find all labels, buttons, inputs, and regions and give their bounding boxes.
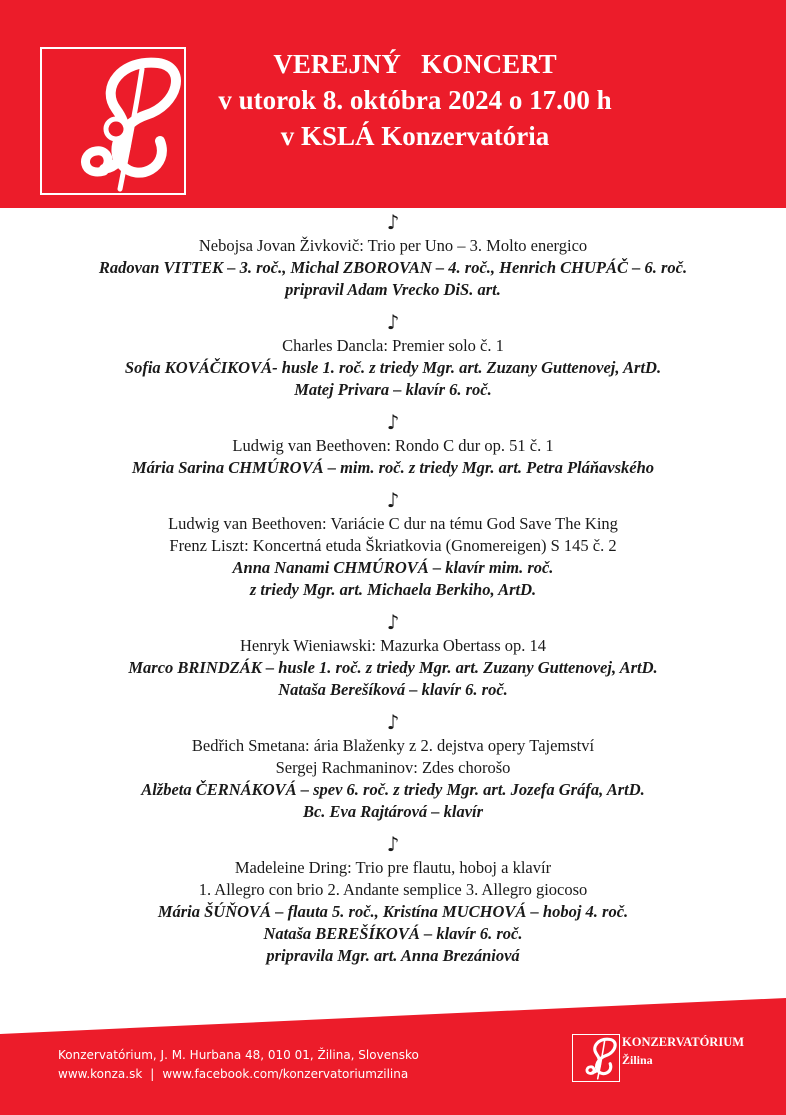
- performer-line: Matej Privara – klavír 6. roč.: [294, 380, 492, 399]
- piece-title: Madeleine Dring: Trio pre flautu, hoboj a klavír: [234, 858, 552, 877]
- performer-line: Radovan VITTEK – 3. roč., Michal ZBOROVAN – 4. roč., Henrich CHUPÁČ – 6. roč.: [98, 258, 688, 277]
- music-note-icon: ♪: [386, 710, 400, 734]
- performer-line: pripravila Mgr. art. Anna Brezániová: [266, 946, 520, 965]
- program-item: [20, 209, 766, 301]
- footer-org-name: [622, 1034, 744, 1068]
- footer: [0, 998, 786, 1115]
- footer-address: Konzervatórium, J. M. Hurbana 48, 010 01, Žilina, Slovensko: [58, 1048, 419, 1062]
- performer-line: Anna Nanami CHMÚROVÁ – klavír mim. roč.: [232, 558, 554, 577]
- concert-program: [20, 209, 766, 975]
- piece-title: Henryk Wieniawski: Mazurka Obertass op. 14: [239, 636, 547, 655]
- performer-line: Sofia KOVÁČIKOVÁ- husle 1. roč. z triedy Mgr. art. Zuzany Guttenovej, ArtD.: [124, 358, 662, 377]
- performer-line: Bc. Eva Rajtárová – klavír: [302, 802, 484, 821]
- performer-line: Nataša Berešíková – klavír 6. roč.: [278, 680, 508, 699]
- footer-contact: [58, 1046, 419, 1084]
- facebook-link[interactable]: www.facebook.com/konzervatoriumzilina: [162, 1067, 409, 1081]
- music-note-icon: ♪: [386, 410, 400, 434]
- program-item: [20, 609, 766, 701]
- performer-line: Marco BRINDZÁK – husle 1. roč. z triedy Mgr. art. Zuzany Guttenovej, ArtD.: [128, 658, 658, 677]
- piece-title: Frenz Liszt: Koncertná etuda Škriatkovia (Gnomereigen) S 145 č. 2: [169, 536, 617, 555]
- music-note-icon: ♪: [386, 210, 400, 234]
- piece-title: Sergej Rachmaninov: Zdes chorošo: [275, 758, 511, 777]
- conservatory-logo: [40, 47, 186, 195]
- piece-title: Bedřich Smetana: ária Blaženky z 2. dejstva opery Tajemství: [191, 736, 595, 755]
- performer-line: z triedy Mgr. art. Michaela Berkiho, ArtD.: [249, 580, 537, 599]
- performer-line: pripravil Adam Vrecko DiS. art.: [285, 280, 501, 299]
- website-link[interactable]: www.konza.sk: [58, 1067, 143, 1081]
- treble-clef-icon: [573, 1035, 618, 1080]
- title-line-1: VEREJNÝ KONCERT: [273, 49, 557, 79]
- org-name: KONZERVATÓRIUM: [622, 1035, 745, 1049]
- music-note-icon: ♪: [386, 610, 400, 634]
- header-banner: [0, 0, 786, 208]
- piece-title: Ludwig van Beethoven: Rondo C dur op. 51 č. 1: [232, 436, 554, 455]
- org-city: Žilina: [622, 1053, 653, 1067]
- title-line-2: v utorok 8. októbra 2024 o 17.00 h: [218, 85, 612, 115]
- performer-line: Nataša BEREŠÍKOVÁ – klavír 6. roč.: [263, 924, 523, 943]
- treble-clef-icon: [42, 49, 184, 193]
- footer-separator: |: [150, 1067, 155, 1081]
- concert-title: [190, 46, 640, 154]
- piece-title: Charles Dancla: Premier solo č. 1: [282, 336, 504, 355]
- music-note-icon: ♪: [386, 310, 400, 334]
- program-item: [20, 309, 766, 401]
- piece-title: 1. Allegro con brio 2. Andante semplice 3. Allegro giocoso: [198, 880, 588, 899]
- performer-line: Mária Sarina CHMÚROVÁ – mim. roč. z triedy Mgr. art. Petra Pláňavského: [131, 458, 655, 477]
- music-note-icon: ♪: [386, 832, 400, 856]
- title-line-3: v KSLÁ Konzervatória: [280, 121, 550, 151]
- program-item: [20, 831, 766, 967]
- performer-line: Mária ŠÚŇOVÁ – flauta 5. roč., Kristína MUCHOVÁ – hoboj 4. roč.: [157, 902, 629, 921]
- performer-line: Alžbeta ČERNÁKOVÁ – spev 6. roč. z triedy Mgr. art. Jozefa Gráfa, ArtD.: [141, 780, 645, 799]
- music-note-icon: ♪: [386, 488, 400, 512]
- program-item: [20, 409, 766, 479]
- piece-title: Ludwig van Beethoven: Variácie C dur na tému God Save The King: [168, 514, 618, 533]
- piece-title: Nebojsa Jovan Živkovič: Trio per Uno – 3. Molto energico: [198, 236, 588, 255]
- program-item: [20, 487, 766, 601]
- program-item: [20, 709, 766, 823]
- footer-logo: [572, 1034, 620, 1082]
